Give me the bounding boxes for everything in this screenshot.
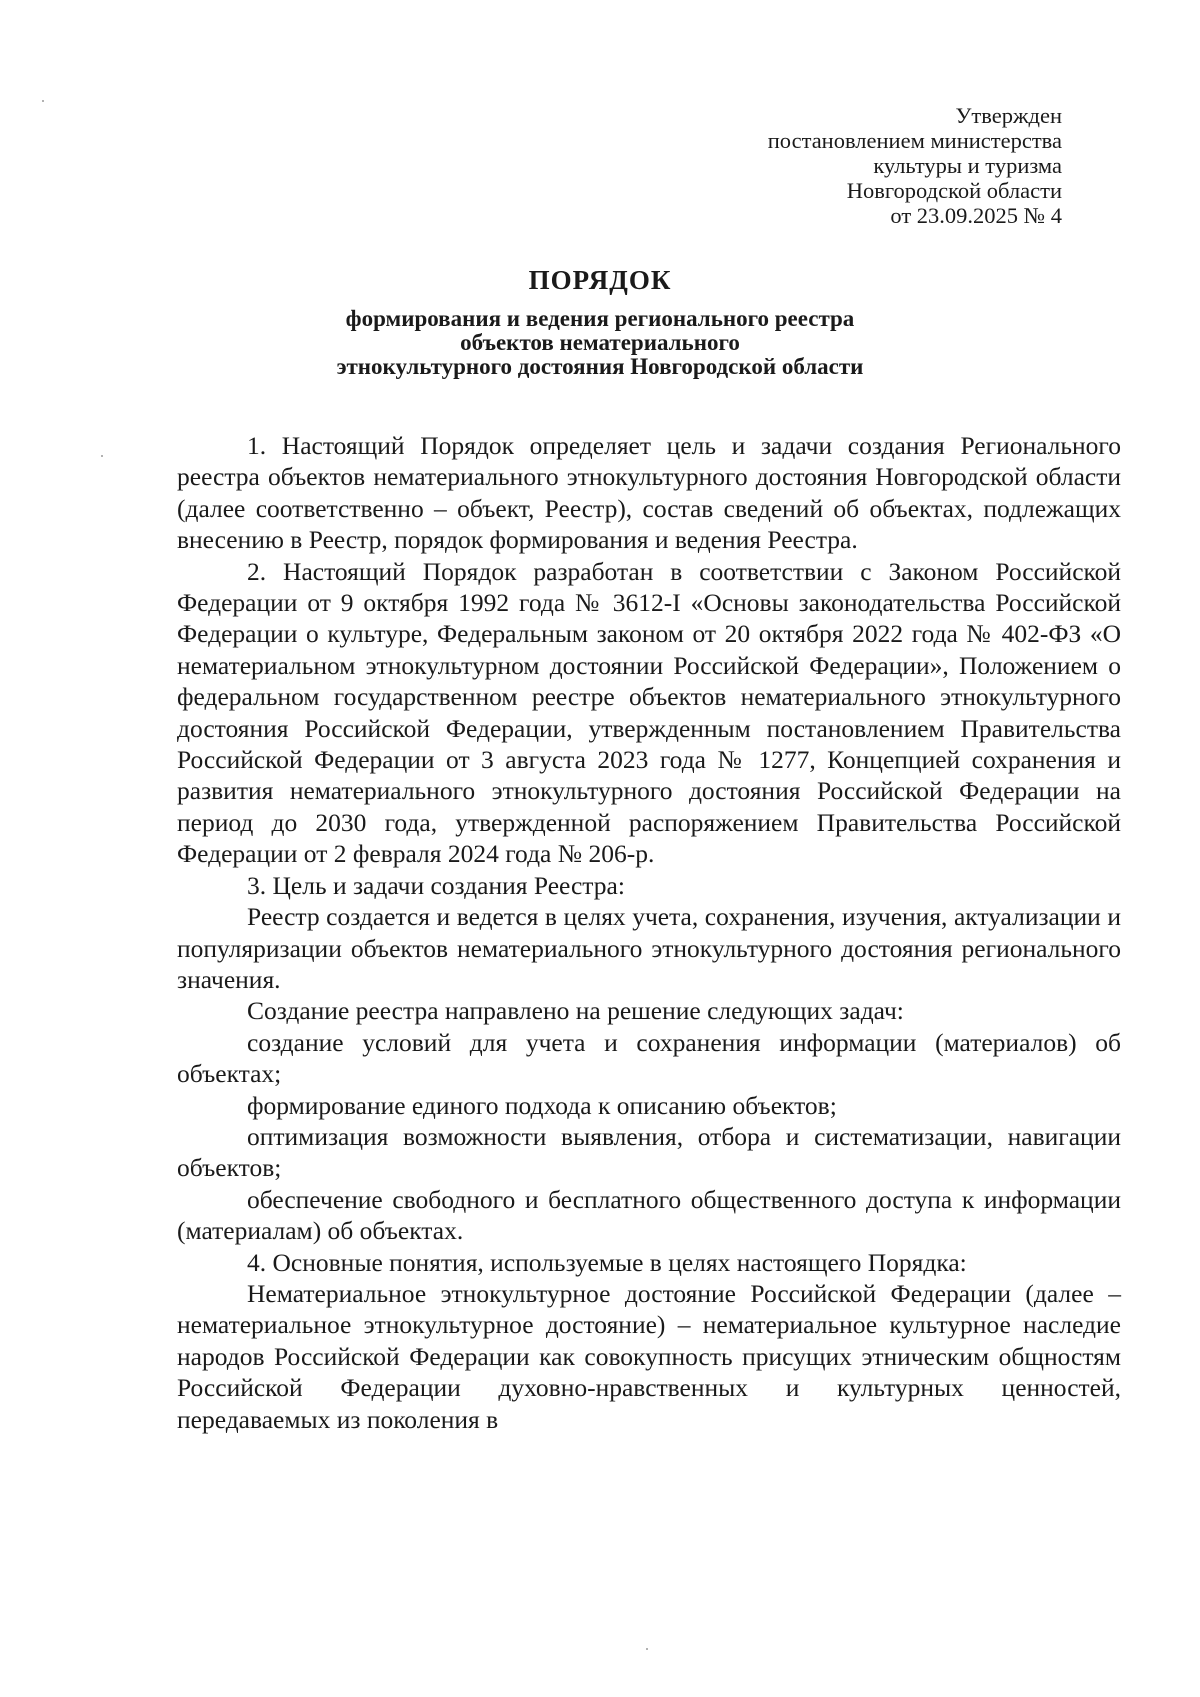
subtitle-line: объектов нематериального xyxy=(460,330,740,355)
task-item: оптимизация возможности выявления, отбора и систематизации, навигации объектов; xyxy=(177,1121,1121,1183)
subtitle-line: этнокультурного достояния Новгородской области xyxy=(336,354,864,379)
approval-line: Утвержден xyxy=(955,103,1062,128)
approval-line: культуры и туризма xyxy=(873,153,1062,178)
task-item: создание условий для учета и сохранения информации (материалов) об объектах; xyxy=(177,1027,1121,1089)
approval-line: Новгородской области xyxy=(846,178,1062,203)
paragraph-3-heading: 3. Цель и задачи создания Реестра: xyxy=(247,870,625,900)
paragraph-3-purpose: Реестр создается и ведется в целях учета, сохранения, изучения, актуализации и популяризации объектов нематериального этнокультурного достояния регионального значения. xyxy=(177,902,1121,994)
scan-speck xyxy=(646,1648,648,1650)
paragraph-2: 2. Настоящий Порядок разработан в соответствии с Законом Российской Федерации от 9 октября 1992 года № 3612-I «Основы законодательства Российской Федерации о культуре, Федеральным законом от 20 октября 2022 года № 402-ФЗ «О нематериальном этнокультурном достоянии Российской Федерации», Положением о федеральном государственном реестре объектов нематериального этнокультурного достояния Российской Федерации, утвержденным постановлением Правительства Российской Федерации от 3 августа 2023 года № 1277, Концепцией сохранения и развития нематериального этнокультурного достояния Российской Федерации на период до 2030 года, утвержденной распоряжением Правительства Российской Федерации от 2 февраля 2024 года № 206-р. xyxy=(177,556,1121,869)
paragraph-1: 1. Настоящий Порядок определяет цель и задачи создания Регионального реестра объектов нематериального этнокультурного достояния Новгородской области (далее соответственно – объект, Реестр), состав сведений об объектах, подлежащих внесению в Реестр, порядок формирования и ведения Реестра. xyxy=(177,431,1121,555)
task-item: обеспечение свободного и бесплатного общественного доступа к информации (материалам) об объектах. xyxy=(177,1184,1121,1246)
approval-line: от 23.09.2025 № 4 xyxy=(890,203,1062,228)
task-item: формирование единого подхода к описанию объектов; xyxy=(247,1090,837,1120)
paragraph-3-tasks-intro: Создание реестра направлено на решение следующих задач: xyxy=(247,996,904,1026)
paragraph-4-definition: Нематериальное этнокультурное достояние Российской Федерации (далее – нематериальное этнокультурное достояние) – нематериальное культурное наследие народов Российской Федерации как совокупность присущих этническим общностям Российской Федерации духовно-нравственных и культурных ценностей, передаваемых из поколения в xyxy=(177,1278,1121,1434)
scan-speck xyxy=(101,455,103,457)
subtitle-line: формирования и ведения регионального реестра xyxy=(345,306,855,331)
approval-line: постановлением министерства xyxy=(767,128,1062,153)
document-subtitle xyxy=(0,307,1200,379)
scan-speck xyxy=(42,100,44,102)
approval-stamp xyxy=(768,103,1062,228)
document-title: ПОРЯДОК xyxy=(528,265,672,295)
paragraph-4-heading: 4. Основные понятия, используемые в целях настоящего Порядка: xyxy=(247,1247,967,1277)
document-body xyxy=(177,430,1121,1435)
